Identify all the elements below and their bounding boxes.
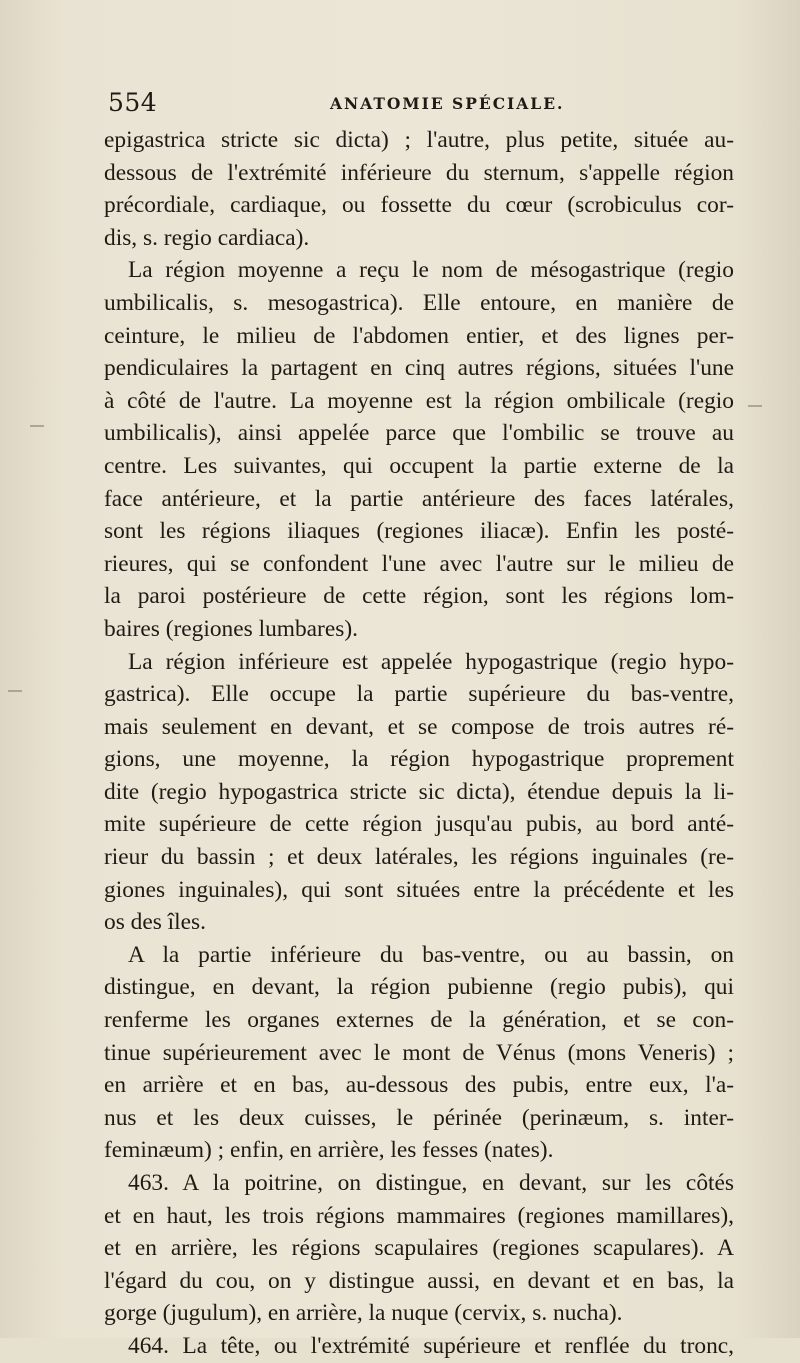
text-line: en arrière et en bas, au-dessous des pubis, entre eux, l'a- — [104, 1072, 734, 1099]
text-line: umbilicalis), ainsi appelée parce que l'ombilic se trouve au — [104, 420, 734, 447]
text-line: mais seulement en devant, et se compose de trois autres ré- — [104, 713, 734, 740]
text-line: rieur du bassin ; et deux latérales, les régions inguinales (re- — [104, 844, 734, 871]
text-line: et en arrière, les régions scapulaires (regiones scapulares). A — [104, 1235, 734, 1262]
text-line: et en haut, les trois régions mammaires (regiones mamillares), — [104, 1202, 734, 1229]
paragraph-start-line: A la partie inférieure du bas-ventre, ou au bassin, on — [128, 941, 734, 968]
text-line: distingue, en devant, la région pubienne (regio pubis), qui — [104, 974, 734, 1001]
text-line: nus et les deux cuisses, le périnée (perinæum, s. inter- — [104, 1104, 734, 1131]
text-line: renferme les organes externes de la génération, et se con- — [104, 1007, 734, 1034]
paragraph-start-line: 464. La tête, ou l'extrémité supérieure et renflée du tronc, — [128, 1332, 734, 1359]
text-line: pendiculaires la partagent en cinq autres régions, situées l'une — [104, 355, 734, 382]
text-line: l'égard du cou, on y distingue aussi, en devant et en bas, la — [104, 1267, 734, 1294]
text-line: feminæum) ; enfin, en arrière, les fesses (nates). — [104, 1137, 554, 1164]
text-line: gastrica). Elle occupe la partie supérieure du bas-ventre, — [104, 681, 734, 708]
running-head: ANATOMIE SPÉCIALE. — [330, 94, 565, 113]
paragraph-start-line: La région moyenne a reçu le nom de mésogastrique (regio — [128, 257, 734, 284]
text-line: la paroi postérieure de cette région, sont les régions lom- — [104, 583, 734, 610]
margin-mark — [748, 405, 762, 407]
paragraph-start-line: La région inférieure est appelée hypogastrique (regio hypo- — [128, 648, 734, 675]
page-header — [108, 88, 728, 118]
text-line: ceinture, le milieu de l'abdomen entier, et des lignes per- — [104, 322, 734, 349]
text-line: rieures, qui se confondent l'une avec l'autre sur le milieu de — [104, 550, 734, 577]
text-line: umbilicalis, s. mesogastrica). Elle entoure, en manière de — [104, 289, 734, 316]
text-line: tinue supérieurement avec le mont de Vénus (mons Veneris) ; — [104, 1039, 734, 1066]
paragraph-start-line: 463. A la poitrine, on distingue, en devant, sur les côtés — [128, 1170, 734, 1196]
text-line: baires (regiones lumbares). — [104, 615, 358, 642]
text-line: mite supérieure de cette région jusqu'au pubis, au bord anté- — [104, 811, 734, 838]
text-line: gions, une moyenne, la région hypogastrique proprement — [104, 746, 734, 773]
text-line: à côté de l'autre. La moyenne est la région ombilicale (regio — [104, 387, 734, 414]
margin-mark — [30, 425, 44, 427]
text-line: sont les régions iliaques (regiones iliacæ). Enfin les posté- — [104, 518, 734, 545]
margin-mark — [8, 690, 22, 692]
text-line: dessous de l'extrémité inférieure du sternum, s'appelle région — [104, 159, 734, 186]
text-line: précordiale, cardiaque, ou fossette du cœur (scrobiculus cor- — [104, 192, 734, 219]
text-line: giones inguinales), qui sont situées entre la précédente et les — [104, 876, 734, 903]
text-line: dis, s. regio cardiaca). — [104, 224, 310, 251]
text-line: gorge (jugulum), en arrière, la nuque (cervix, s. nucha). — [104, 1300, 623, 1327]
text-line: centre. Les suivantes, qui occupent la partie externe de la — [104, 452, 734, 479]
body-text — [104, 124, 734, 1363]
page-number: 554 — [108, 88, 158, 117]
text-line: dite (regio hypogastrica stricte sic dicta), étendue depuis la li- — [104, 778, 734, 805]
text-line: os des îles. — [104, 909, 207, 936]
text-line: epigastrica stricte sic dicta) ; l'autre, plus petite, située au- — [104, 127, 734, 153]
text-line: face antérieure, et la partie antérieure des faces latérales, — [104, 485, 734, 512]
